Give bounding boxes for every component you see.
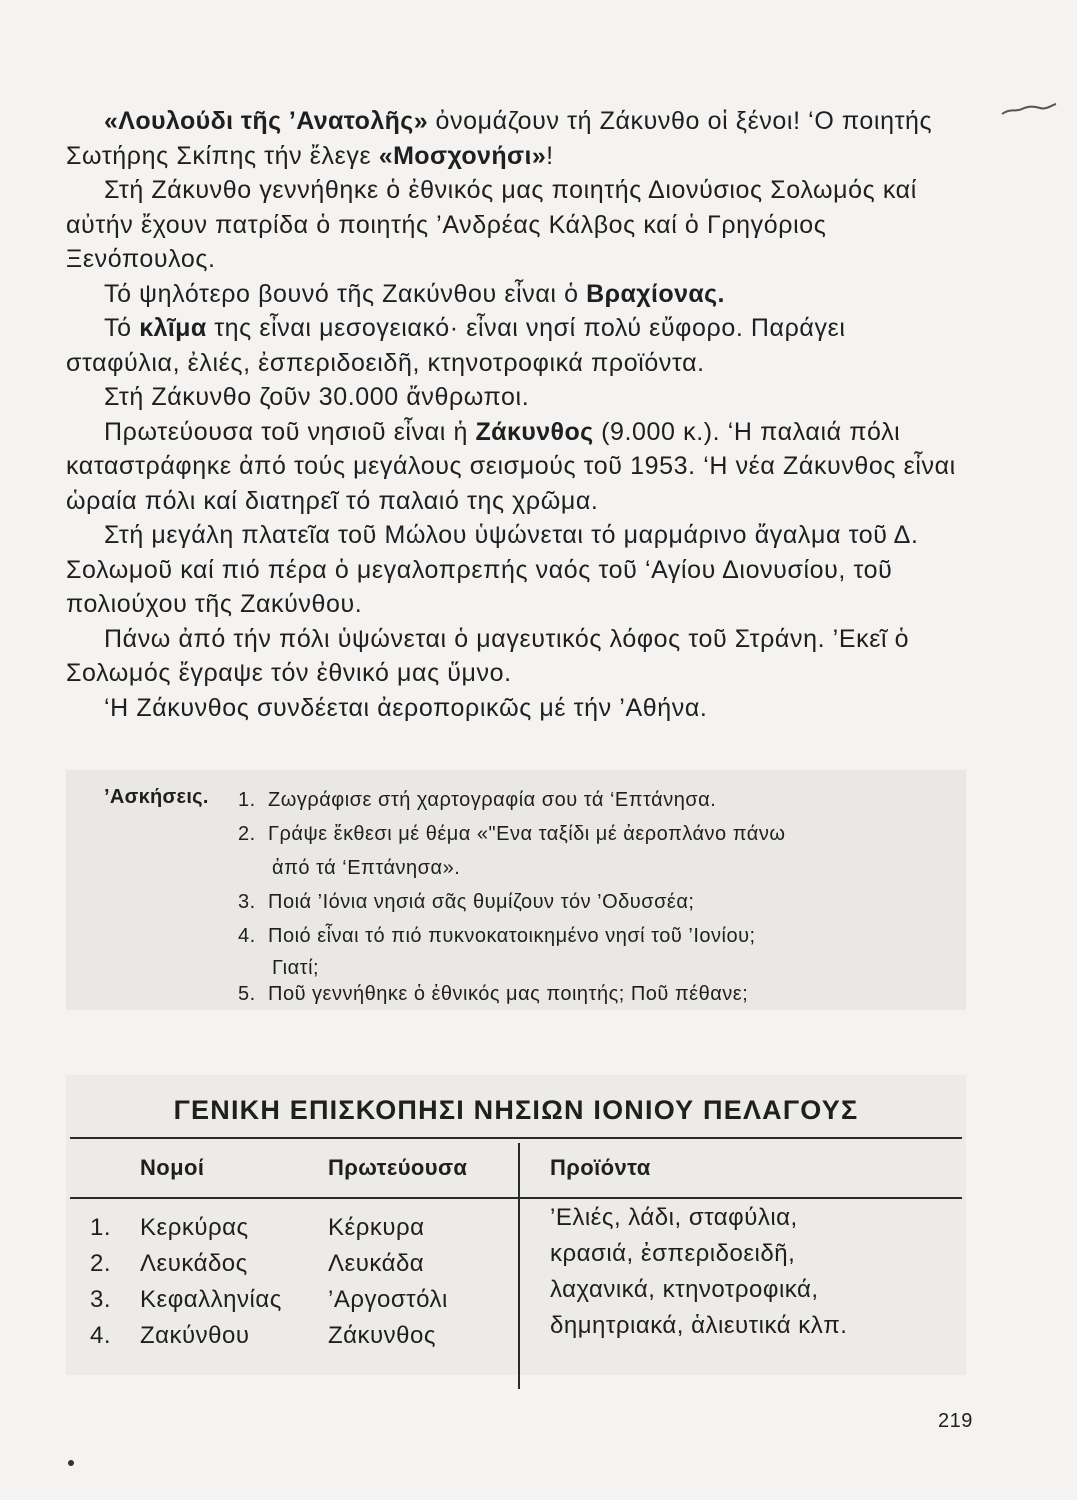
- paragraph: [66, 173, 966, 277]
- row-number: 2.: [90, 1250, 112, 1277]
- exercise-text: Ζωγράφισε στή χαρτογραφία σου τά ‘Επτάνησα.: [268, 789, 717, 811]
- text-span: Πάνω ἀπό τήν πόλι ὑψώνεται ὁ μαγευτικός λόφος τοῦ Στράνη. ’Εκεῖ ὁ Σολωμός ἔγραψε τόν ἐθνικό μας ὕμνο.: [66, 624, 910, 687]
- exercise-number: 2.: [238, 823, 256, 845]
- paragraph: [66, 415, 966, 519]
- text-span: Τό ψηλότερο βουνό τῆς Ζακύνθου εἶναι ὁ: [104, 279, 587, 308]
- bold-phrase: Ζάκυνθος: [475, 417, 594, 446]
- table-top-rule: [70, 1137, 962, 1139]
- exercise-number: 3.: [238, 891, 256, 913]
- exercise-text: Ποῦ γεννήθηκε ὁ ἐθνικός μας ποιητής; Ποῦ πέθανε;: [268, 983, 749, 1005]
- text-span: Στή μεγάλη πλατεῖα τοῦ Μώλου ὑψώνεται τό μαρμάρινο ἄγαλμα τοῦ Δ. Σολωμοῦ καί πιό πέρα ὁ μεγαλοπρεπής ναός τοῦ ‘Αγίου Διονυσίου, τοῦ πολιούχου τῆς Ζακύνθου.: [66, 521, 919, 618]
- column-header-prefectures: Νομοί: [140, 1155, 205, 1180]
- pen-mark-icon: [1000, 100, 1060, 120]
- exercise-text: Ποιό εἶναι τό πιό πυκνοκατοικημένο νησί τοῦ ’Ιονίου;: [268, 925, 756, 947]
- products-line: ’Ελιές, λάδι, σταφύλια,: [550, 1204, 798, 1231]
- prefecture-cell: Κερκύρας: [140, 1214, 249, 1241]
- paragraph: [66, 380, 966, 415]
- capital-cell: ’Αργοστόλι: [328, 1286, 448, 1313]
- exercise-item: [238, 820, 938, 848]
- exercise-text-continued: Γιατί;: [272, 957, 320, 979]
- exercise-item: [238, 922, 938, 950]
- text-span: (9.000 κ.). ‘Η παλαιά πόλι καταστράφηκε ἀπό τούς μεγάλους σεισμούς τοῦ 1953. ‘Η νέα Ζάκυνθος εἶναι ὡραία πόλι καί διατηρεῖ τό παλαιό της χρῶμα.: [66, 417, 956, 515]
- table-column-divider: [518, 1143, 520, 1389]
- row-number: 3.: [90, 1286, 112, 1313]
- text-span: Πρωτεύουσα τοῦ νησιοῦ εἶναι ἡ: [104, 417, 476, 446]
- paragraph: [66, 104, 966, 173]
- prefecture-cell: Ζακύνθου: [140, 1322, 250, 1349]
- table-title: ΓΕΝΙΚΗ ΕΠΙΣΚΟΠΗΣΙ ΝΗΣΙΩΝ ΙΟΝΙΟΥ ΠΕΛΑΓΟΥΣ: [173, 1095, 859, 1125]
- exercise-text: Ποιά ’Ιόνια νησιά σᾶς θυμίζουν τόν ’Οδυσσέα;: [268, 891, 695, 913]
- text-span: !: [546, 141, 554, 170]
- bold-phrase: «Λουλούδι τῆς ’Ανατολῆς»: [104, 107, 429, 135]
- exercise-item: [238, 786, 938, 814]
- prefecture-cell: Λευκάδος: [140, 1250, 248, 1277]
- text-span: Στή Ζάκυνθο ζοῦν 30.000 ἄνθρωποι.: [104, 383, 530, 411]
- exercise-item: [238, 888, 938, 916]
- bold-phrase: κλῖμα: [139, 314, 207, 342]
- paragraph: [66, 518, 966, 622]
- products-line: δημητριακά, ἁλιευτικά κλπ.: [550, 1312, 848, 1339]
- main-text: [66, 104, 966, 725]
- capital-cell: Λευκάδα: [328, 1250, 425, 1277]
- column-header-capital: Πρωτεύουσα: [328, 1155, 468, 1180]
- paragraph: [66, 622, 966, 691]
- exercise-number: 4.: [238, 925, 256, 947]
- page-number: 219: [938, 1410, 973, 1432]
- products-line: λαχανικά, κτηνοτροφικά,: [550, 1276, 819, 1303]
- text-span: της εἶναι μεσογειακό· εἶναι νησί πολύ εὔφορο. Παράγει σταφύλια, ἐλιές, ἐσπεριδοειδῆ, κτηνοτροφικά προϊόντα.: [66, 314, 846, 377]
- bold-phrase: «Μοσχονήσι»: [378, 141, 547, 170]
- paragraph: [66, 311, 966, 380]
- summary-table: [66, 1075, 966, 1375]
- exercises-box: [66, 770, 966, 1010]
- prefecture-cell: Κεφαλληνίας: [140, 1286, 282, 1313]
- exercise-number: 5.: [238, 983, 256, 1005]
- column-header-products: Προϊόντα: [550, 1155, 651, 1180]
- exercise-item: [238, 980, 938, 1008]
- products-line: κρασιά, ἐσπεριδοειδῆ,: [550, 1240, 796, 1267]
- exercise-number: 1.: [238, 789, 256, 811]
- paragraph: [66, 277, 966, 312]
- paragraph: [66, 691, 966, 726]
- text-span: Τό: [104, 314, 140, 342]
- exercises-label: ’Ασκήσεις.: [104, 786, 209, 808]
- bold-phrase: Βραχίονας.: [586, 279, 725, 308]
- text-span: ὀνομάζουν τή Ζάκυνθο οἱ ξένοι! ‘Ο ποιητής Σωτήρης Σκίπης τήν ἔλεγε: [66, 107, 933, 170]
- table-header-rule: [70, 1197, 962, 1199]
- capital-cell: Κέρκυρα: [328, 1214, 425, 1241]
- exercise-text-continued: ἀπό τά ‘Επτάνησα».: [272, 857, 461, 879]
- capital-cell: Ζάκυνθος: [328, 1322, 436, 1349]
- text-span: ‘Η Ζάκυνθος συνδέεται ἀεροπορικῶς μέ τήν ’Αθήνα.: [104, 693, 708, 722]
- text-span: Στή Ζάκυνθο γεννήθηκε ὁ ἐθνικός μας ποιητής Διονύσιος Σολωμός καί αὐτήν ἔχουν πατρίδα ὁ ποιητής ’Ανδρέας Κάλβος καί ὁ Γρηγόριος Ξενόπουλος.: [66, 176, 917, 273]
- row-number: 1.: [90, 1214, 112, 1241]
- row-number: 4.: [90, 1322, 112, 1349]
- exercise-text: Γράψε ἔκθεσι μέ θέμα «"Ενα ταξίδι μέ ἀεροπλάνο πάνω: [268, 823, 786, 845]
- ink-dot: [68, 1460, 74, 1466]
